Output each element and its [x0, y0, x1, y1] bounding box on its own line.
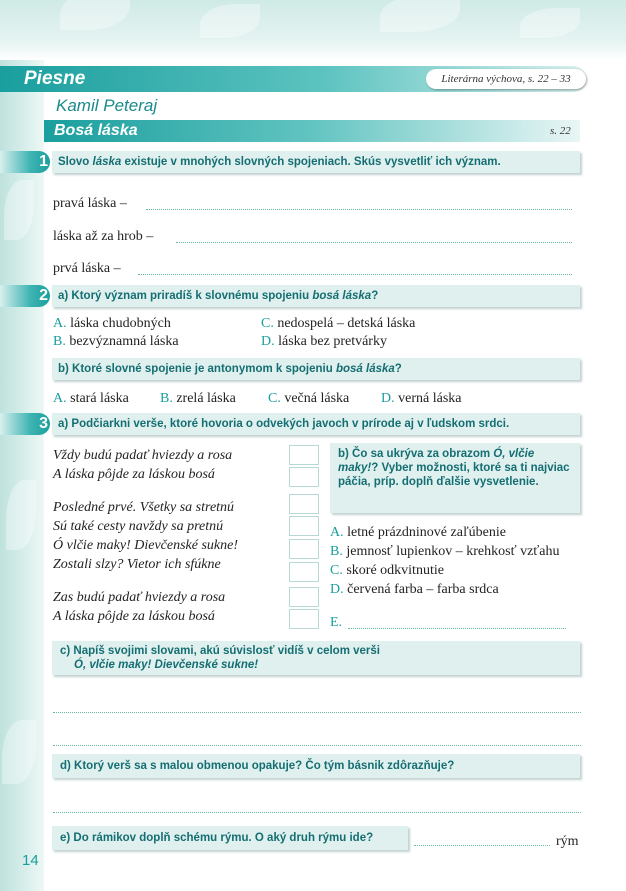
- task-1-item: láska až za hrob –: [53, 229, 154, 244]
- option-a[interactable]: A. stará láska: [53, 391, 129, 406]
- option-c[interactable]: C. skoré odkvitnutie: [330, 563, 444, 578]
- poem-verse[interactable]: Ó vlčie maky! Dievčenské sukne!: [53, 538, 239, 553]
- poem-verse[interactable]: Sú také cesty navždy sa pretnú: [53, 519, 224, 534]
- task-2a-prompt: a) Ktorý význam priradíš k slovnému spojeniu bosá láska?: [52, 285, 580, 307]
- rhyme-box[interactable]: [289, 494, 319, 514]
- answer-line[interactable]: [138, 274, 572, 275]
- answer-line[interactable]: [348, 628, 566, 629]
- poem-page-reference: s. 22: [550, 125, 571, 137]
- rhyme-box[interactable]: [289, 516, 319, 536]
- rhyme-box[interactable]: [289, 539, 319, 559]
- rhyme-box[interactable]: [289, 445, 319, 465]
- section-title: Piesne: [24, 68, 86, 89]
- option-b[interactable]: B. bezvýznamná láska: [53, 334, 179, 349]
- task-3a-prompt: a) Podčiarkni verše, ktoré hovoria o odvekých javoch v prírode aj v ľudskom srdci.: [52, 413, 580, 435]
- poem-verse[interactable]: Zostali slzy? Vietor ich sfúkne: [53, 557, 221, 572]
- poem-verse[interactable]: Vždy budú padať hviezdy a rosa: [53, 448, 233, 463]
- answer-line[interactable]: [53, 745, 581, 746]
- rhyme-box[interactable]: [289, 587, 319, 607]
- option-b[interactable]: B. zrelá láska: [160, 391, 236, 406]
- answer-line[interactable]: [53, 712, 581, 713]
- rhyme-box[interactable]: [289, 467, 319, 487]
- task-1-item: prvá láska –: [53, 261, 121, 276]
- answer-line[interactable]: [176, 242, 572, 243]
- poem-verse[interactable]: A láska pôjde za láskou bosá: [53, 467, 215, 482]
- rhyme-box[interactable]: [289, 562, 319, 582]
- page-number: 14: [22, 852, 39, 869]
- poem-title: Bosá láska: [54, 122, 138, 139]
- task-1-prompt: Slovo láska existuje v mnohých slovných spojeniach. Skús vysvetliť ich význam.: [52, 151, 580, 173]
- poem-verse[interactable]: A láska pôjde za láskou bosá: [53, 609, 215, 624]
- task-3b-prompt: b) Čo sa ukrýva za obrazom Ó, vlčie maky!? Vyber možnosti, ktoré sa ti najviac páčia, príp. doplň ďalšie vysvetlenie.: [330, 443, 580, 513]
- option-b[interactable]: B. jemnosť lupienkov – krehkosť vzťahu: [330, 544, 560, 559]
- option-d[interactable]: D. verná láska: [381, 391, 462, 406]
- poem-verse[interactable]: Zas budú padať hviezdy a rosa: [53, 590, 226, 605]
- task-1-item: pravá láska –: [53, 196, 127, 211]
- task-1-number: 1: [39, 153, 48, 170]
- option-a[interactable]: A. láska chudobných: [53, 316, 171, 331]
- answer-line[interactable]: [53, 812, 581, 813]
- author-name: Kamil Peteraj: [56, 96, 158, 115]
- task-2-number: 2: [39, 287, 48, 304]
- option-c[interactable]: C. nedospelá – detská láska: [261, 316, 416, 331]
- rhyme-type-suffix: rým: [556, 834, 579, 849]
- textbook-reference: Literárna výchova, s. 22 – 33: [426, 69, 586, 89]
- poem-verse[interactable]: Posledné prvé. Všetky sa stretnú: [53, 500, 235, 515]
- task-2b-prompt: b) Ktoré slovné spojenie je antonymom k spojeniu bosá láska?: [52, 358, 580, 380]
- answer-line[interactable]: [414, 845, 550, 846]
- task-3c-prompt: c) Napíš svojimi slovami, akú súvislosť vidíš v celom verši Ó, vlčie maky! Dievčenské sukne!: [52, 641, 580, 675]
- task-3e-prompt: e) Do rámikov doplň schému rýmu. O aký druh rýmu ide?: [52, 826, 408, 850]
- option-d[interactable]: D. láska bez pretvárky: [261, 334, 387, 349]
- option-e[interactable]: E.: [330, 615, 343, 630]
- option-c[interactable]: C. večná láska: [268, 391, 350, 406]
- option-d[interactable]: D. červená farba – farba srdca: [330, 582, 499, 597]
- rhyme-box[interactable]: [289, 609, 319, 629]
- task-3d-prompt: d) Ktorý verš sa s malou obmenou opakuje? Čo tým básnik zdôrazňuje?: [52, 754, 580, 778]
- task-3-number: 3: [39, 415, 48, 432]
- option-a[interactable]: A. letné prázdninové zaľúbenie: [330, 525, 506, 540]
- answer-line[interactable]: [146, 209, 572, 210]
